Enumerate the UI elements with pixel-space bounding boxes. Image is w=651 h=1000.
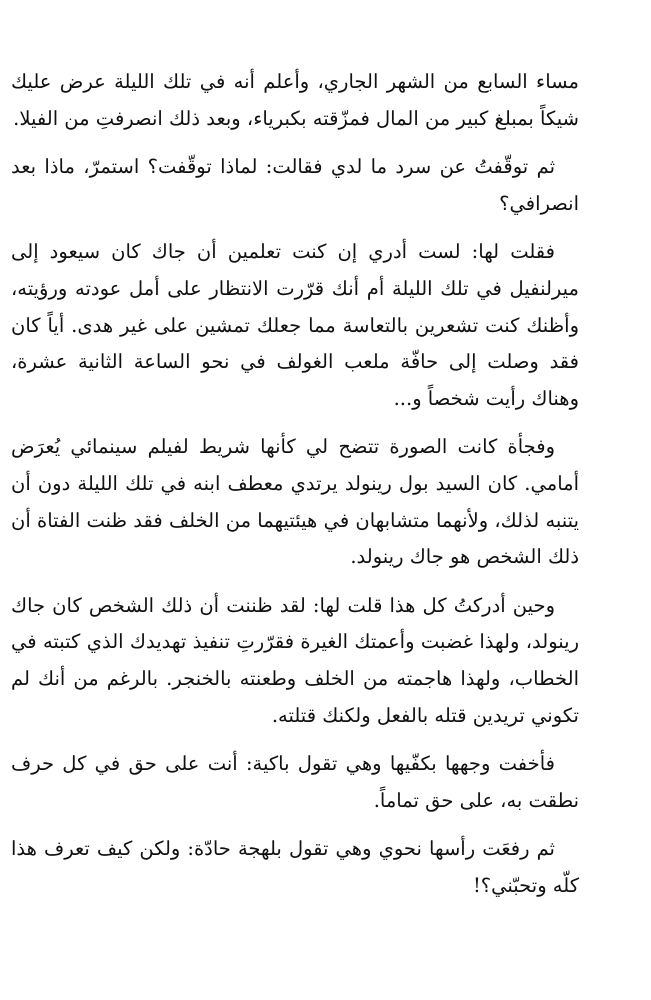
paragraph-2: ثم توقّفتُ عن سرد ما لدي فقالت: لماذا توقّفت؟ استمرّ، ماذا بعد انصرافي؟ (11, 155, 579, 215)
paragraph-1: مساء السابع من الشهر الجاري، وأعلم أنه في تلك الليلة عرض عليك شيكاً بمبلغ كبير من المال فمزّقته بكبرياء، وبعد ذلك انصرفتِ من الفيلا. (11, 70, 579, 130)
paragraph-7: ثم رفعَت رأسها نحوي وهي تقول بلهجة حادّة: ولكن كيف تعرف هذا كلّه وتحبّني؟! (11, 837, 579, 897)
paragraph-3: فقلت لها: لست أدري إن كنت تعلمين أن جاك كان سيعود إلى ميرلنفيل في تلك الليلة أم أنك قرّرت الانتظار على أمل عودته ورؤيته، وأظنك كنت تشعرين بالتعاسة مما جعلك تمشين على غير هدى. أياً كان فقد وصلت إلى حافّة ملعب الغولف في نحو الساعة الثانية عشرة، وهناك رأيت شخصاً و... (11, 240, 579, 410)
paragraph-5: وحين أدركتُ كل هذا قلت لها: لقد ظننت أن ذلك الشخص كان جاك رينولد، ولهذا غضبت وأعمتك الغيرة فقرّرتِ تنفيذ تهديدك الذي كتبته في الخطاب، ولهذا هاجمته من الخلف وطعنته بالخنجر. بالرغم من أنك لم تكوني تريدين قتله بالفعل ولكنك قتلته. (11, 593, 579, 727)
paragraph-4: وفجأة كانت الصورة تتضح لي كأنها شريط لفيلم سينمائي يُعرَض أمامي. كان السيد بول رينولد يرتدي معطف ابنه في تلك الليلة دون أن يتنبه لذلك، ولأنهما متشابهان في هيئتيهما من الخلف فقد ظنت الفتاة أن ذلك الشخص هو جاك رينولد. (11, 435, 579, 569)
book-page (11, 64, 579, 916)
paragraph-6: فأخفت وجهها بكفّيها وهي تقول باكية: أنت على حق في كل حرف نطقت به، على حق تماماً. (11, 752, 579, 812)
